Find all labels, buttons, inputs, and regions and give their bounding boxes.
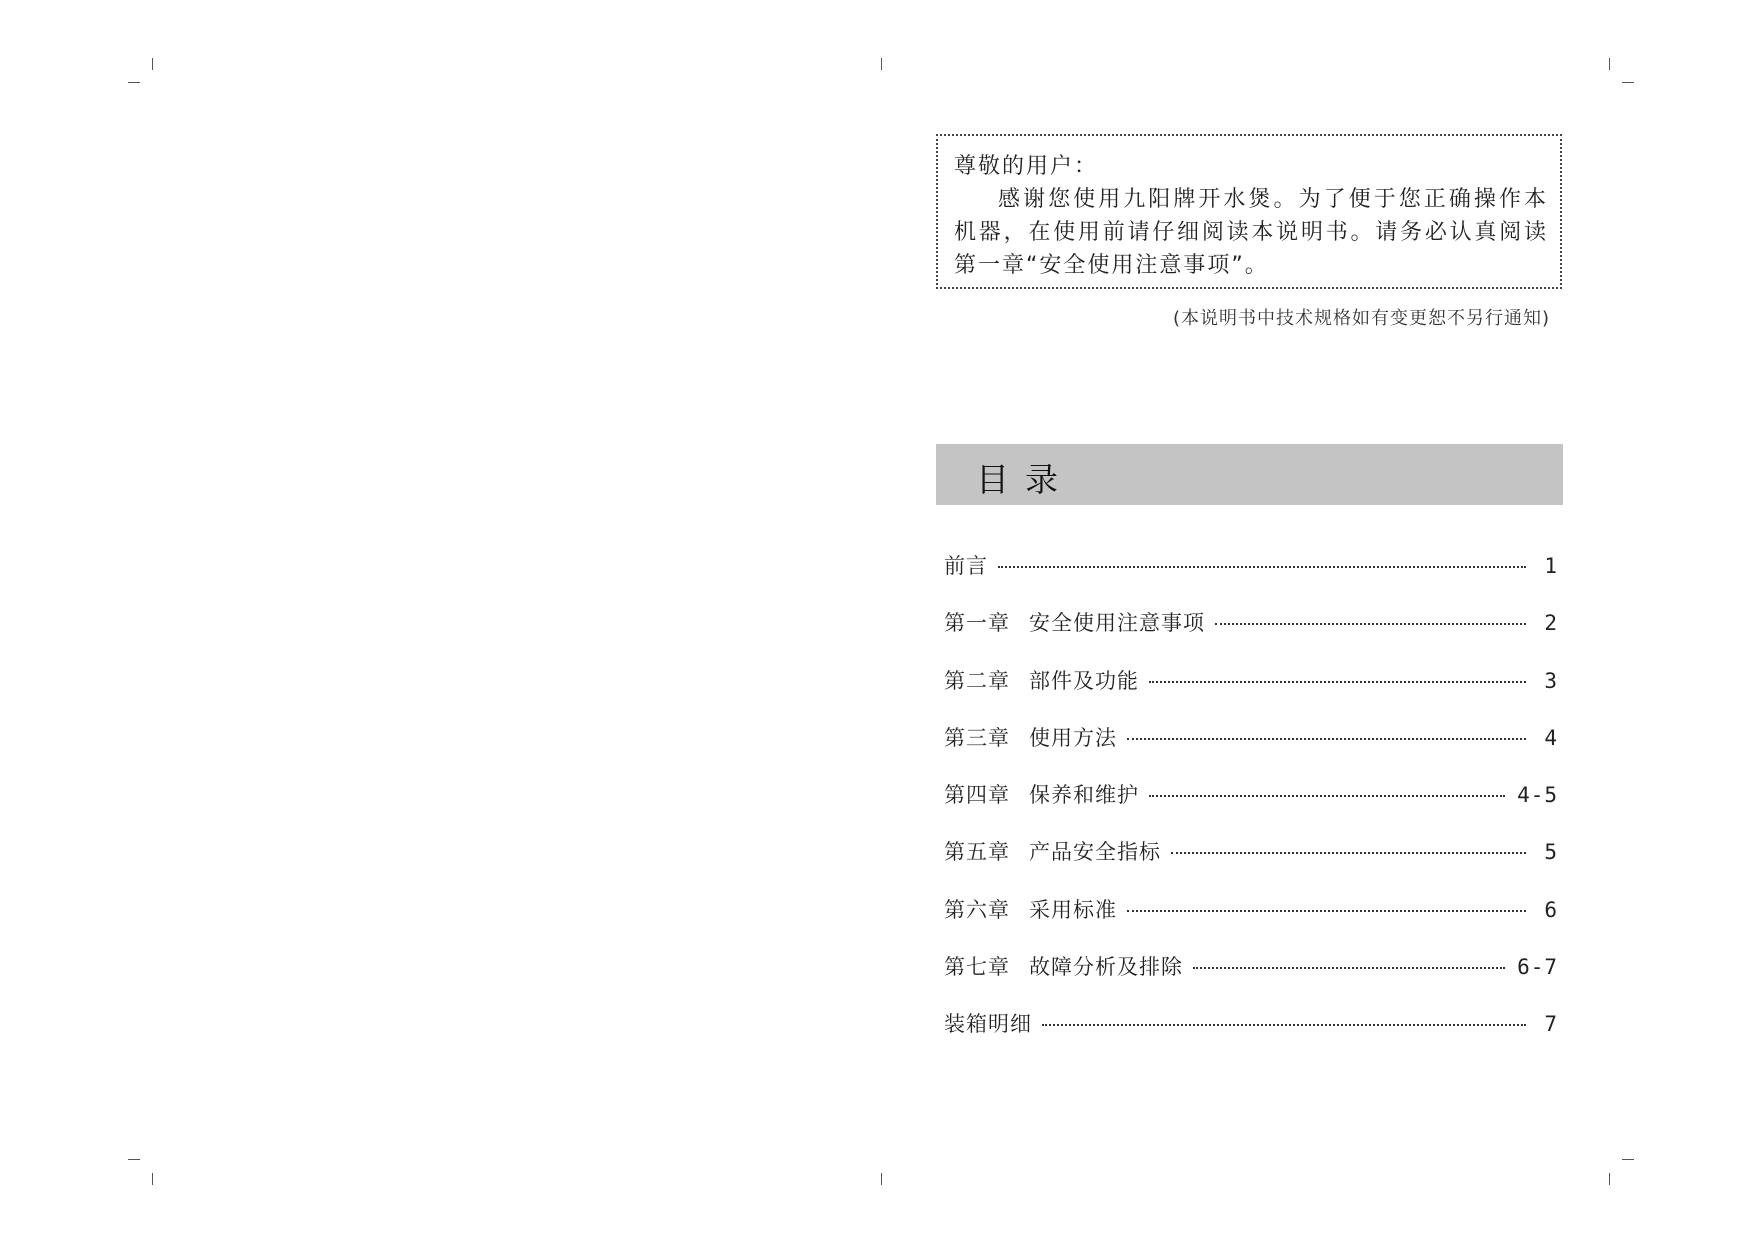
- toc-leader-dots: [1127, 738, 1526, 740]
- toc-leader-dots: [1149, 795, 1505, 797]
- toc-entry-page: 2: [1544, 611, 1558, 636]
- toc-title: 目录: [976, 460, 1074, 499]
- toc-leader-dots: [1171, 852, 1526, 854]
- toc-entry-title: 安全使用注意事项: [1029, 611, 1205, 636]
- toc-entry-title: 故障分析及排除: [1029, 955, 1183, 980]
- toc-entry-chapter: 第六章: [944, 897, 1010, 922]
- crop-mark: [128, 1159, 140, 1160]
- toc-entry[interactable]: [944, 894, 1558, 951]
- toc-entry-chapter: 第四章: [944, 783, 1010, 808]
- spec-change-footnote: (本说明书中技术规格如有变更恕不另行通知): [1172, 308, 1550, 329]
- toc-entry-title: 产品安全指标: [1029, 840, 1161, 865]
- toc-leader-dots: [1042, 1024, 1526, 1026]
- toc-entry-page: 4: [1544, 725, 1558, 750]
- notice-greeting: 尊敬的用户：: [954, 154, 1099, 179]
- crop-mark: [1609, 58, 1610, 70]
- crop-mark: [1622, 1159, 1634, 1160]
- toc-leader-dots: [1127, 910, 1526, 912]
- toc-entry-page: 1: [1544, 554, 1558, 578]
- toc-entry-page: 3: [1544, 668, 1558, 693]
- toc-entry-page: 6: [1544, 897, 1558, 922]
- toc-entry-title: 部件及功能: [1029, 668, 1139, 693]
- toc-entry-chapter: 第五章: [944, 840, 1010, 865]
- toc-header: [936, 444, 1563, 505]
- toc-entry[interactable]: [944, 836, 1558, 893]
- toc-entry-chapter: 第一章: [944, 611, 1010, 636]
- toc-entry-title: 装箱明细: [944, 1012, 1032, 1037]
- toc-entry[interactable]: [944, 607, 1558, 664]
- toc-entry-title: 保养和维护: [1029, 783, 1139, 808]
- toc-entry[interactable]: [944, 951, 1558, 1008]
- user-notice-box: [936, 134, 1562, 289]
- crop-mark: [881, 58, 882, 70]
- crop-mark: [881, 1173, 882, 1185]
- crop-mark: [1609, 1173, 1610, 1185]
- toc-entry-title: 使用方法: [1029, 725, 1117, 750]
- toc-entry[interactable]: [944, 1008, 1558, 1065]
- toc-entry[interactable]: [944, 665, 1558, 722]
- toc-entry[interactable]: [944, 550, 1558, 607]
- toc-entry-title: 采用标准: [1029, 897, 1117, 922]
- toc-entry-page: 5: [1544, 840, 1558, 865]
- toc-entry[interactable]: [944, 722, 1558, 779]
- toc-entry-chapter: 第三章: [944, 725, 1010, 750]
- crop-mark: [1622, 82, 1634, 83]
- toc-entry-page: 6-7: [1517, 955, 1558, 980]
- toc-entry-chapter: 第二章: [944, 668, 1010, 693]
- crop-mark: [128, 82, 140, 83]
- toc-entry-title: 前言: [944, 554, 988, 578]
- toc-leader-dots: [1193, 967, 1505, 969]
- toc-leader-dots: [998, 566, 1526, 568]
- crop-mark: [152, 1173, 153, 1185]
- toc-leader-dots: [1215, 623, 1526, 625]
- table-of-contents: [944, 550, 1558, 1066]
- notice-body: 感谢您使用九阳牌开水煲。为了便于您正确操作本机器，在使用前请仔细阅读本说明书。请务必认真阅读第一章“安全使用注意事项”。: [954, 187, 1548, 278]
- toc-entry[interactable]: [944, 779, 1558, 836]
- toc-entry-chapter: 第七章: [944, 955, 1010, 980]
- crop-mark: [152, 58, 153, 70]
- toc-entry-page: 4-5: [1517, 783, 1558, 808]
- toc-entry-page: 7: [1544, 1012, 1558, 1037]
- toc-leader-dots: [1149, 681, 1526, 683]
